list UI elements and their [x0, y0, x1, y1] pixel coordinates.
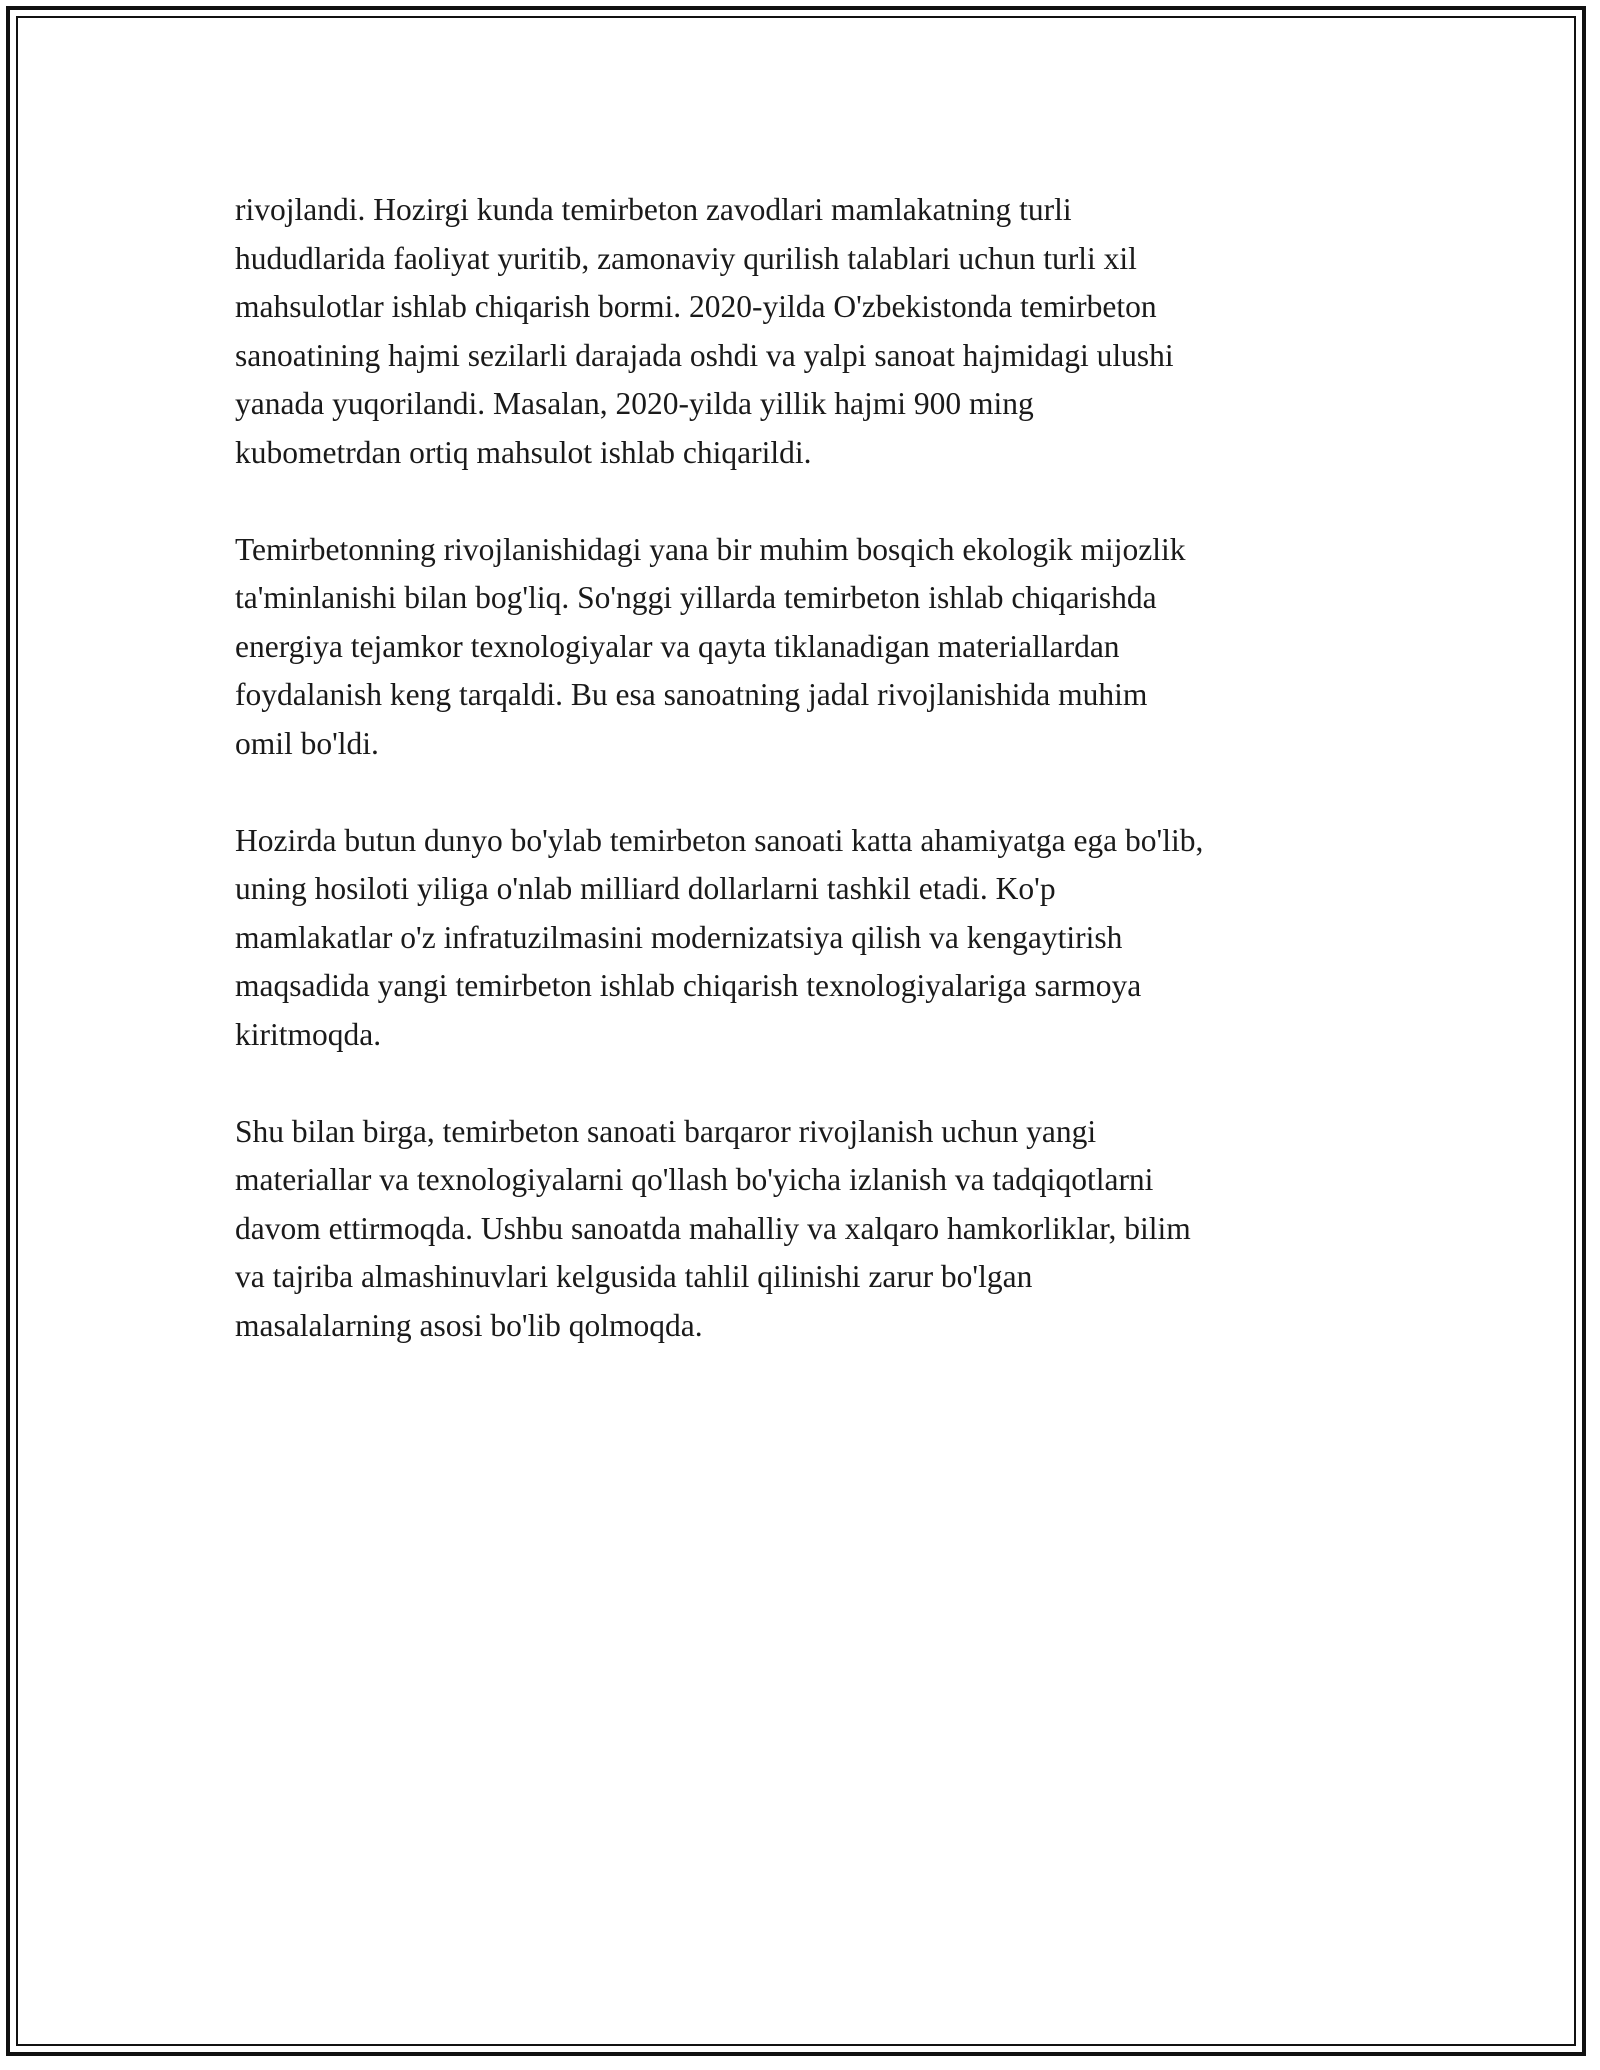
paragraph-line: sanoatining hajmi sezilarli darajada oshdi va yalpi sanoat hajmidagi ulushi [235, 337, 1174, 373]
paragraph-line: ta'minlanishi bilan bog'liq. So'nggi yillarda temirbeton ishlab chiqarishda [235, 580, 1157, 615]
paragraph-line: maqsadida yangi temirbeton ishlab chiqarish texnologiyalariga sarmoya [235, 968, 1142, 1003]
paragraph-1 [235, 186, 1375, 477]
paragraph-line: kubometrdan ortiq mahsulot ishlab chiqarildi. [235, 434, 812, 470]
paragraph-line: omil bo'ldi. [235, 725, 379, 761]
paragraph-line: kiritmoqda. [235, 1016, 382, 1052]
paragraph-3 [235, 817, 1375, 1060]
paragraph-line: Shu bilan birga, temirbeton sanoati barqaror rivojlanish uchun yangi [235, 1113, 1097, 1149]
paragraph-line: yanada yuqorilandi. Masalan, 2020-yilda yillik hajmi 900 ming [235, 386, 1034, 421]
paragraph-2 [235, 526, 1375, 769]
paragraph-line: energiya tejamkor texnologiyalar va qayta tiklanadigan materiallardan [235, 628, 1120, 664]
paragraph-line: hududlarida faoliyat yuritib, zamonaviy qurilish talablari uchun turli xil [235, 240, 1137, 276]
paragraph-line: davom ettirmoqda. Ushbu sanoatda mahalliy va xalqaro hamkorliklar, bilim [235, 1210, 1191, 1246]
document-body [235, 186, 1375, 1399]
paragraph-line: Temirbetonning rivojlanishidagi yana bir muhim bosqich ekologik mijozlik [235, 531, 1186, 567]
paragraph-line: va tajriba almashinuvlari kelgusida tahlil qilinishi zarur bo'lgan [235, 1259, 1033, 1294]
paragraph-line: mamlakatlar o'z infratuzilmasini modernizatsiya qilish va kengaytirish [235, 919, 1123, 955]
paragraph-line: foydalanish keng tarqaldi. Bu esa sanoatning jadal rivojlanishida muhim [235, 677, 1148, 712]
paragraph-line: mahsulotlar ishlab chiqarish bormi. 2020-yilda O'zbekistonda temirbeton [235, 289, 1157, 324]
paragraph-line: uning hosiloti yiliga o'nlab milliard dollarlarni tashkil etadi. Ko'p [235, 871, 1056, 906]
paragraph-4 [235, 1108, 1375, 1351]
paragraph-line: Hozirda butun dunyo bo'ylab temirbeton sanoati katta ahamiyatga ega bo'lib, [235, 822, 1204, 858]
paragraph-line: masalalarning asosi bo'lib qolmoqda. [235, 1307, 703, 1343]
paragraph-line: rivojlandi. Hozirgi kunda temirbeton zavodlari mamlakatning turli [235, 192, 1072, 227]
paragraph-line: materiallar va texnologiyalarni qo'llash bo'yicha izlanish va tadqiqotlarni [235, 1162, 1154, 1197]
